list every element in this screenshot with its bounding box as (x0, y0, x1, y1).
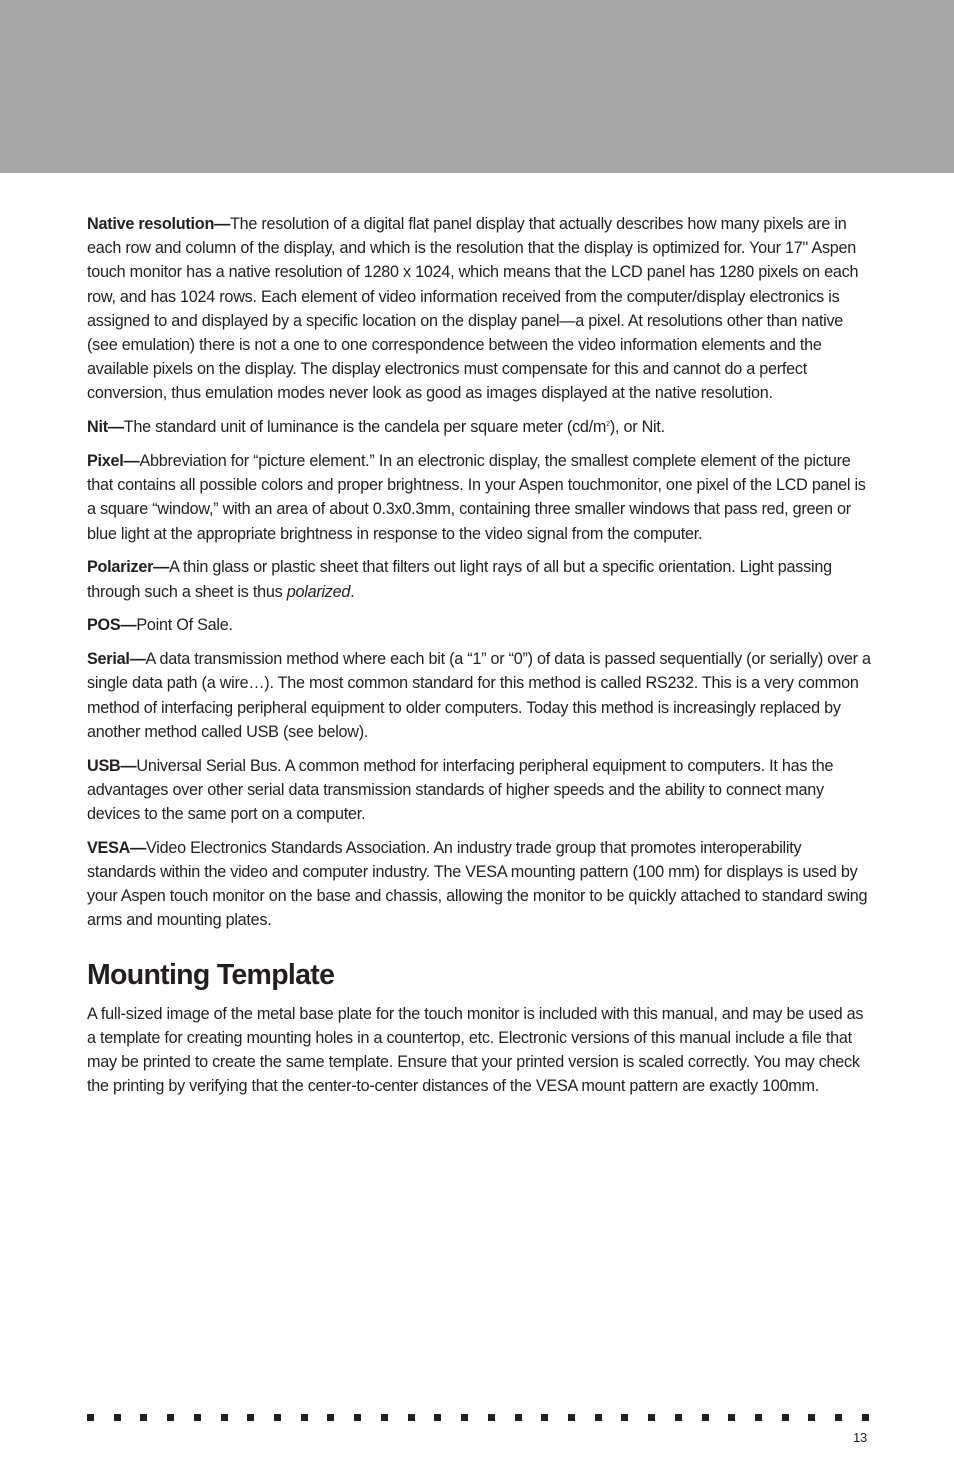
footer-dot (515, 1414, 522, 1421)
footer-dot (274, 1414, 281, 1421)
glossary-entry-polarizer (87, 555, 872, 603)
footer-dot (862, 1414, 869, 1421)
glossary-term: Serial— (87, 650, 146, 669)
footer-dot (488, 1414, 495, 1421)
footer-dot (354, 1414, 361, 1421)
footer-dot (702, 1414, 709, 1421)
glossary-term: Polarizer— (87, 558, 170, 577)
footer-dot (835, 1414, 842, 1421)
superscript: 2 (606, 421, 610, 429)
glossary-entry-usb (87, 754, 872, 827)
header-band (0, 0, 954, 173)
glossary-definition: A data transmission method where each bit (a “1” or “0”) of data is passed sequentially (or serially) over a single data path (a wire…). The most common standard for this method is called RS232. This is a very common method of interfacing peripheral equipment to older computers. Today this method is increasingly replaced by another method called USB (see below). (87, 650, 871, 741)
footer-dot (621, 1414, 628, 1421)
glossary-definition: The resolution of a digital flat panel display that actually describes how many pixels are in each row and column of the display, and which is the resolution that the display is optimized for. Your 17" Aspen touch monitor has a native resolution of 1280 x 1024, which means that the LCD panel has 1280 pixels on each row, and has 1024 rows. Each element of video information received from the computer/display electronics is assigned to and displayed by a specific location on the display panel—a pixel. At resolutions other than native (see emulation) there is not a one to one correspondence between the video information elements and the available pixels on the display. The display electronics must compensate for this and cannot do a perfect conversion, thus emulation modes never look as good as images displayed at the native resolution. (87, 215, 859, 403)
footer-dot (755, 1414, 762, 1421)
section-heading: Mounting Template (87, 958, 335, 991)
footer-dot (461, 1414, 468, 1421)
glossary-definition: Point Of Sale. (136, 616, 233, 635)
footer-dot (114, 1414, 121, 1421)
footer-dot (327, 1414, 334, 1421)
footer-dot (301, 1414, 308, 1421)
footer-dot (140, 1414, 147, 1421)
footer-dot (568, 1414, 575, 1421)
glossary-entry-nit (87, 415, 872, 439)
footer-dot (782, 1414, 789, 1421)
glossary-entry-pixel (87, 449, 872, 546)
glossary-definition: A thin glass or plastic sheet that filters out light rays of all but a specific orientation. Light passing through such a sheet is thus (87, 558, 832, 601)
glossary-definition-end: . (350, 582, 355, 601)
footer-dot (221, 1414, 228, 1421)
footer-dot-rule (87, 1414, 869, 1422)
footer-dot (728, 1414, 735, 1421)
footer-dot (381, 1414, 388, 1421)
glossary-entry-vesa (87, 836, 872, 933)
glossary-term: Pixel— (87, 452, 140, 471)
glossary-definition: Universal Serial Bus. A common method for interfacing peripheral equipment to computers. It has the advantages over other serial data transmission standards of higher speeds and the ability to connect many devices to the same port on a computer. (87, 756, 834, 824)
glossary-definition: Video Electronics Standards Association. An industry trade group that promotes interoperability standards within the video and computer industry. The VESA mounting pattern (100 mm) for displays is used by your Aspen touch monitor on the base and chassis, allowing the monitor to be quickly attached to standard swing arms and mounting plates. (87, 838, 868, 930)
page-number: 13 (852, 1430, 867, 1445)
italic-word: polarized (286, 582, 351, 601)
footer-dot (541, 1414, 548, 1421)
glossary-term: USB— (87, 756, 137, 775)
page-content (87, 212, 872, 1108)
section-body: A full-sized image of the metal base plate for the touch monitor is included with this manual, and may be used as a template for creating mounting holes in a countertop, etc. Electronic versions of this manual include a file that may be printed to create the same template. Ensure that your printed version is scaled correctly. You may check the printing by verifying that the center-to-center distances of the VESA mount pattern are exactly 100mm. (87, 1004, 864, 1096)
footer-dot (595, 1414, 602, 1421)
footer-dot (194, 1414, 201, 1421)
glossary-entry-pos (87, 613, 872, 637)
glossary-term: VESA— (87, 838, 147, 857)
glossary-entry-serial (87, 647, 872, 744)
footer-dot (648, 1414, 655, 1421)
glossary-definition: The standard unit of luminance is the candela per square meter (cd/m (123, 418, 607, 437)
footer-dot (434, 1414, 441, 1421)
footer-dot (408, 1414, 415, 1421)
glossary-term: POS— (87, 616, 137, 635)
footer-dot (87, 1414, 94, 1421)
glossary-definition-end: ), or Nit. (609, 418, 665, 437)
glossary-term: Nit— (87, 418, 124, 437)
footer-dot (167, 1414, 174, 1421)
footer-dot (808, 1414, 815, 1421)
glossary-term: Native resolution— (87, 215, 231, 233)
glossary-definition: Abbreviation for “picture element.” In an electronic display, the smallest complete element of the picture that contains all possible colors and proper brightness. In your Aspen touchmonitor, one pixel of the LCD panel is a square “window,” with an area of about 0.3x0.3mm, containing three smaller windows that pass red, green or blue light at the appropriate brightness in response to the video signal from the computer. (87, 452, 866, 543)
footer-dot (675, 1414, 682, 1421)
glossary-entry-native-resolution (87, 212, 872, 406)
footer-dot (247, 1414, 254, 1421)
